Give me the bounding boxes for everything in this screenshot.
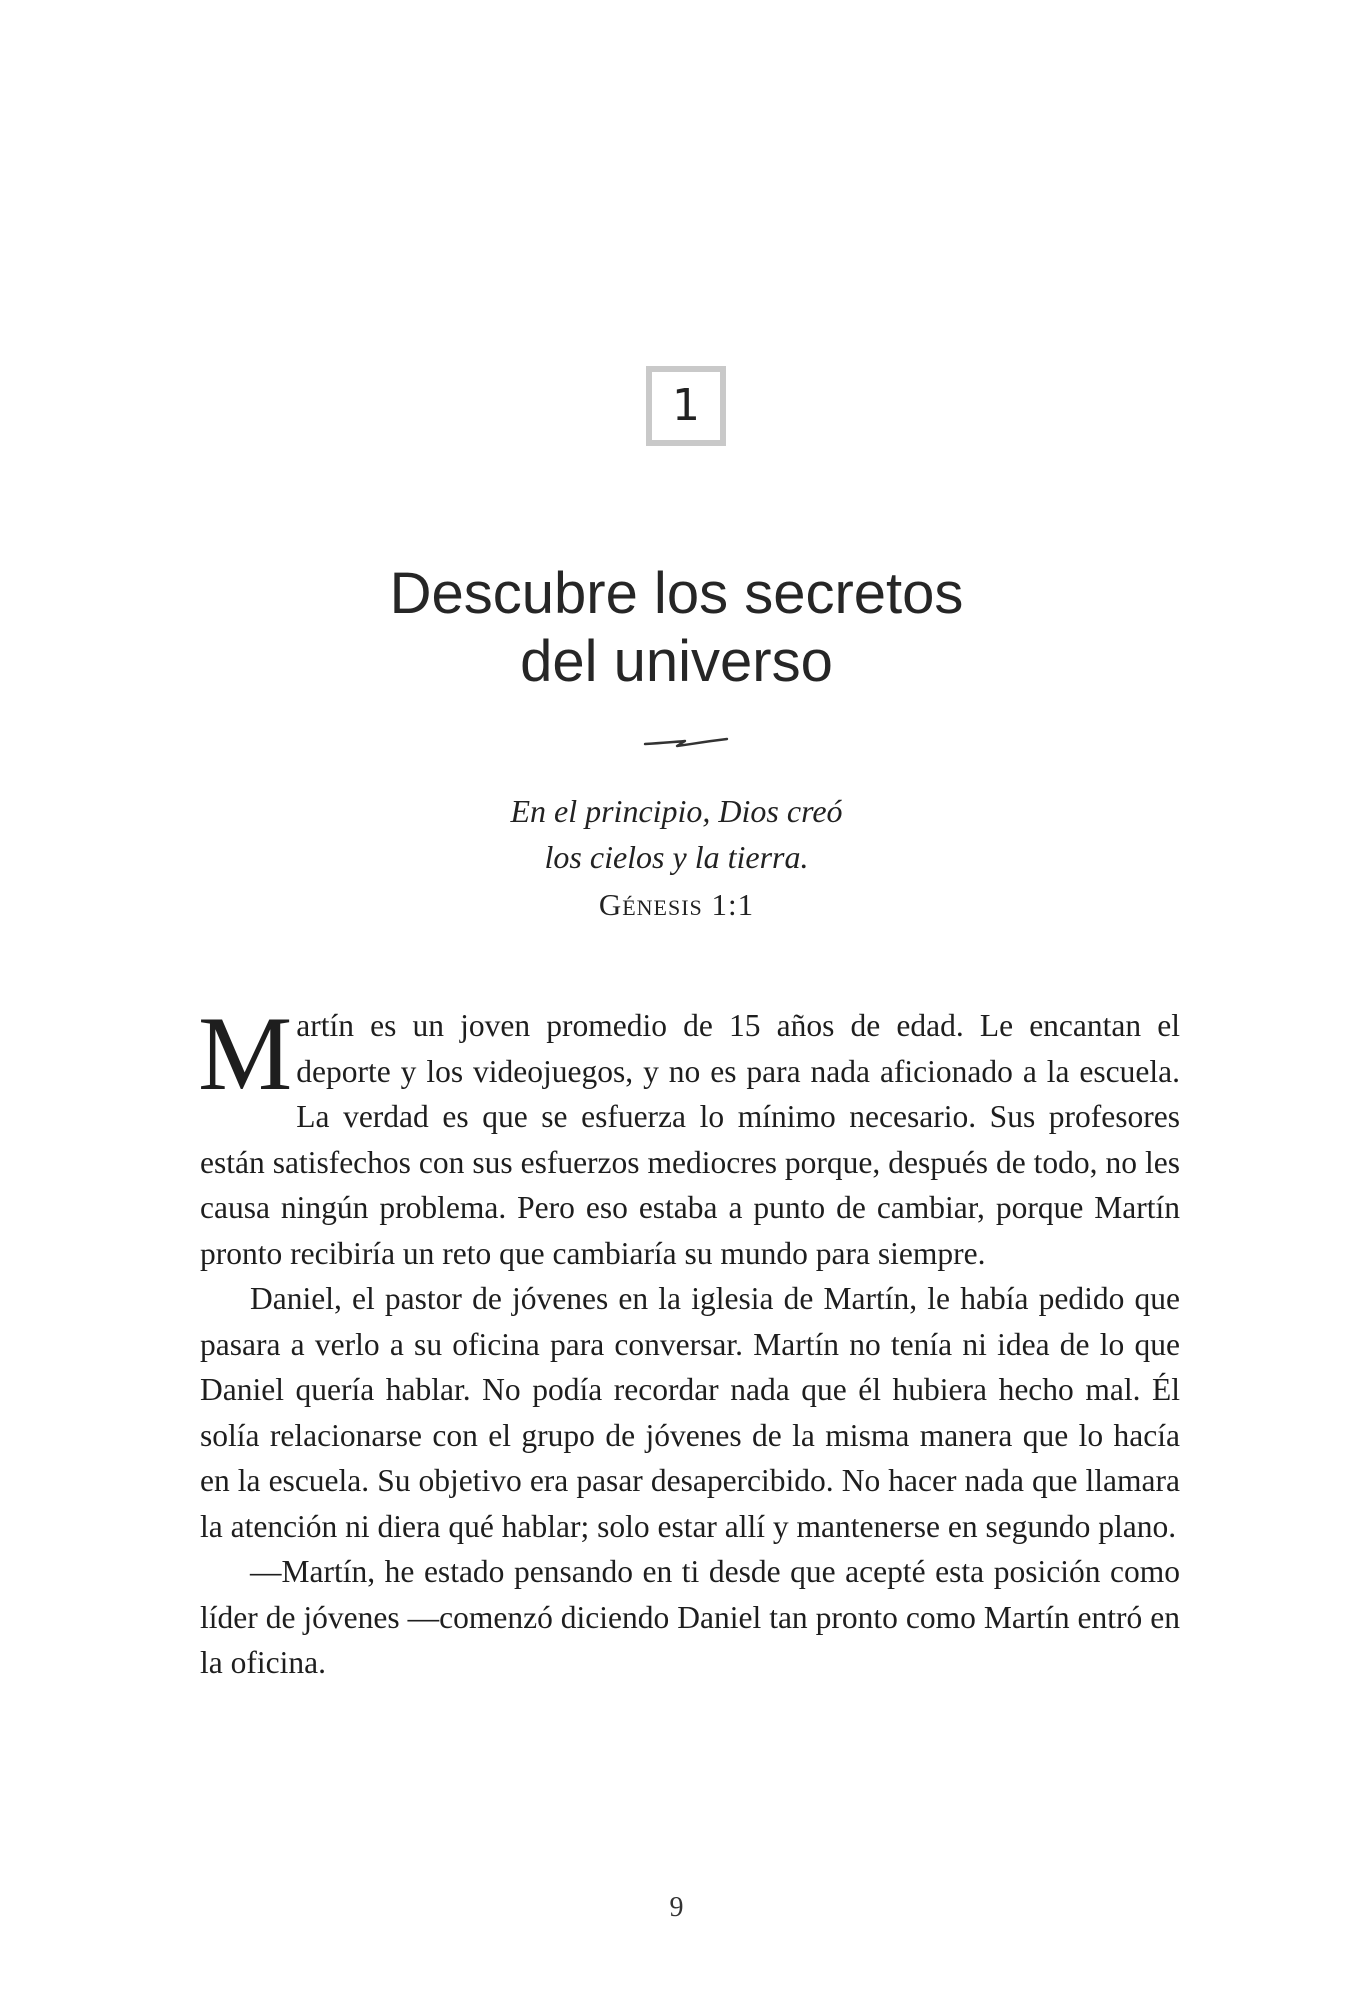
paragraph-1-text: artín es un joven promedio de 15 años de edad. Le encantan el deporte y los videojuegos, y no es para nada aficionado a la escuela. La verdad es que se esfuerza lo mínimo necesario. Sus profesores están satisfechos con sus esfuerzos mediocres porque, después de todo, no les causa ningún problema. Pero eso estaba a punto de cambiar, porque Martín pronto recibiría un reto que cambiaría su mundo para siempre. xyxy=(200,1008,1180,1271)
swash-ornament-icon xyxy=(641,730,731,752)
epigraph-source: Génesis 1:1 xyxy=(598,887,755,922)
chapter-number-box xyxy=(646,366,726,446)
epigraph-line-2: los cielos y la tierra. xyxy=(544,839,809,875)
paragraph-1 xyxy=(198,995,1180,1276)
paragraph-3: —Martín, he estado pensando en ti desde que acepté esta posición como líder de jóvenes —comenzó diciendo Daniel tan pronto como Martín entró en la oficina. xyxy=(200,1554,1180,1680)
paragraph-2: Daniel, el pastor de jóvenes en la iglesia de Martín, le había pedido que pasara a verlo a su oficina para conversar. Martín no tenía ni idea de lo que Daniel quería hablar. No podía recordar nada que él hubiera hecho mal. Él solía relacionarse con el grupo de jóvenes de la misma manera que lo hacía en la escuela. Su objetivo era pasar desapercibido. No hacer nada que llamara la atención ni diera qué hablar; solo estar allí y mantenerse en segundo plano. xyxy=(200,1281,1180,1544)
chapter-number: 1 xyxy=(672,380,700,431)
chapter-body xyxy=(198,995,1180,1686)
chapter-title xyxy=(0,560,1353,696)
page-number: 9 xyxy=(669,1892,684,1923)
chapter-title-line-1: Descubre los secretos xyxy=(389,561,964,626)
epigraph xyxy=(0,788,1353,928)
drop-cap: M xyxy=(198,995,293,1112)
epigraph-line-1: En el principio, Dios creó xyxy=(510,793,843,829)
chapter-title-line-2: del universo xyxy=(520,629,833,694)
